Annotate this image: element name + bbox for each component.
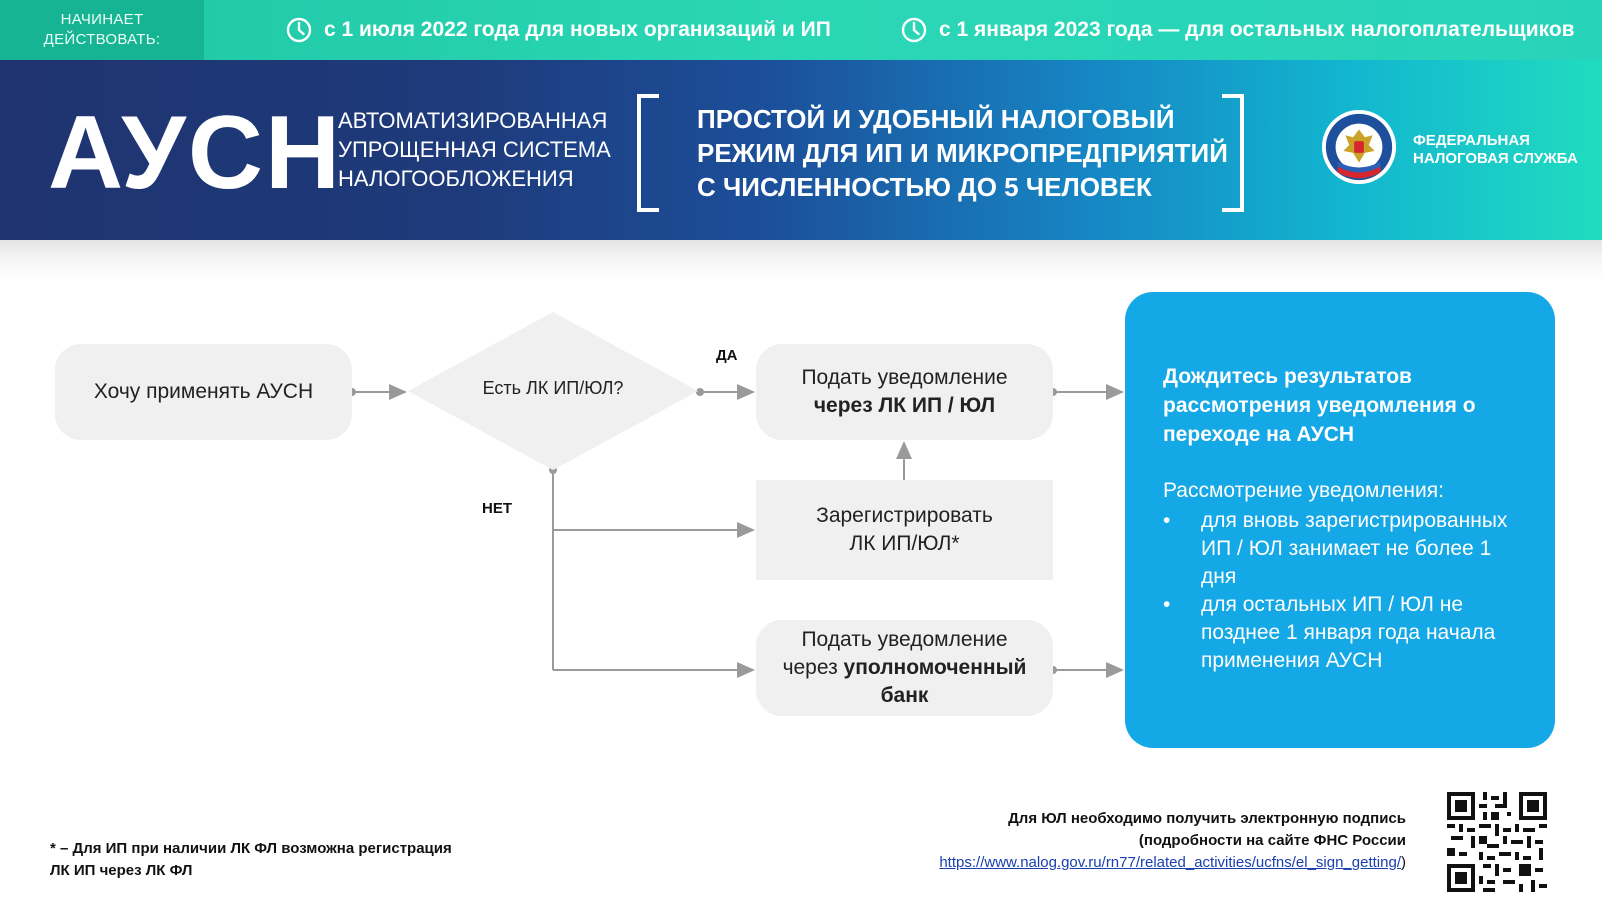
register-lk-node — [756, 480, 1053, 580]
result-bullets — [1163, 507, 1527, 675]
slogan-line: ПРОСТОЙ И УДОБНЫЙ НАЛОГОВЫЙ — [697, 104, 1175, 134]
submit-lk-line1: Подать уведомление — [801, 366, 1008, 389]
date-text-1: с 1 июля 2022 года для новых организаций и ИП — [324, 18, 831, 41]
submit-bank-line3: банк — [880, 684, 929, 707]
submit-bank-line2 — [783, 654, 1027, 682]
result-title: Дождитесь результатов рассмотрения уведомления о переходе на АУСН — [1163, 365, 1476, 446]
register-lk-line1: Зарегистрировать — [816, 504, 993, 527]
footnote — [50, 838, 452, 882]
eds-line1: Для ЮЛ необходимо получить электронную подпись — [1008, 810, 1406, 827]
eds-line2: (подробности на сайте ФНС России — [1138, 832, 1406, 849]
submit-via-lk-node — [756, 344, 1053, 440]
result-subtitle: Рассмотрение уведомления: — [1163, 479, 1444, 502]
flow-start-node — [55, 344, 352, 440]
starts-label: НАЧИНАЕТ ДЕЙСТВОВАТЬ: — [43, 11, 161, 48]
org-name-line: НАЛОГОВАЯ СЛУЖБА — [1413, 150, 1578, 167]
decision-label: Есть ЛК ИП/ЮЛ? — [482, 378, 624, 398]
slogan-line: С ЧИСЛЕННОСТЬЮ ДО 5 ЧЕЛОВЕК — [697, 172, 1152, 202]
result-bullet: • для остальных ИП / ЮЛ не позднее 1 января года начала применения АУСН — [1163, 591, 1527, 675]
submit-bank-line1: Подать уведомление — [801, 628, 1008, 651]
slogan-line: РЕЖИМ ДЛЯ ИП И МИКРОПРЕДПРИЯТИЙ — [697, 138, 1228, 168]
subtitle-line: АВТОМАТИЗИРОВАННАЯ — [338, 108, 608, 133]
submit-via-bank-node — [756, 620, 1053, 716]
subtitle-line: НАЛОГООБЛОЖЕНИЯ — [338, 166, 574, 191]
yes-label: ДА — [716, 347, 738, 364]
eds-close: ) — [1401, 854, 1406, 871]
start-node-label: Хочу применять АУСН — [93, 380, 314, 403]
date-text-2: с 1 января 2023 года — для остальных налогоплательщиков — [939, 18, 1575, 41]
submit-bank-line2-plain: через — [782, 656, 844, 679]
footnote-line: * – Для ИП при наличии ЛК ФЛ возможна регистрация — [50, 840, 452, 857]
result-bullet: • для вновь зарегистрированных ИП / ЮЛ занимает не более 1 дня — [1163, 507, 1527, 591]
eds-link[interactable]: https://www.nalog.gov.ru/rn77/related_activities/ucfns/el_sign_getting/ — [939, 854, 1401, 871]
submit-lk-line2: через ЛК ИП / ЮЛ — [813, 394, 996, 417]
register-lk-line2: ЛК ИП/ЮЛ* — [849, 532, 960, 555]
submit-bank-line2-bold: уполномоченный — [843, 656, 1027, 679]
no-label: НЕТ — [482, 500, 512, 517]
eds-line3 — [939, 852, 1406, 874]
result-panel — [1125, 292, 1555, 748]
eds-note — [939, 808, 1406, 874]
footnote-line: ЛК ИП через ЛК ФЛ — [50, 862, 193, 879]
qr-code-icon[interactable] — [1447, 792, 1547, 892]
org-name-line: ФЕДЕРАЛЬНАЯ — [1413, 132, 1530, 149]
submit-lk-line2-wrap — [814, 392, 995, 420]
page-title: АУСН — [48, 95, 343, 211]
subtitle-line: УПРОЩЕННАЯ СИСТЕМА — [338, 137, 611, 162]
